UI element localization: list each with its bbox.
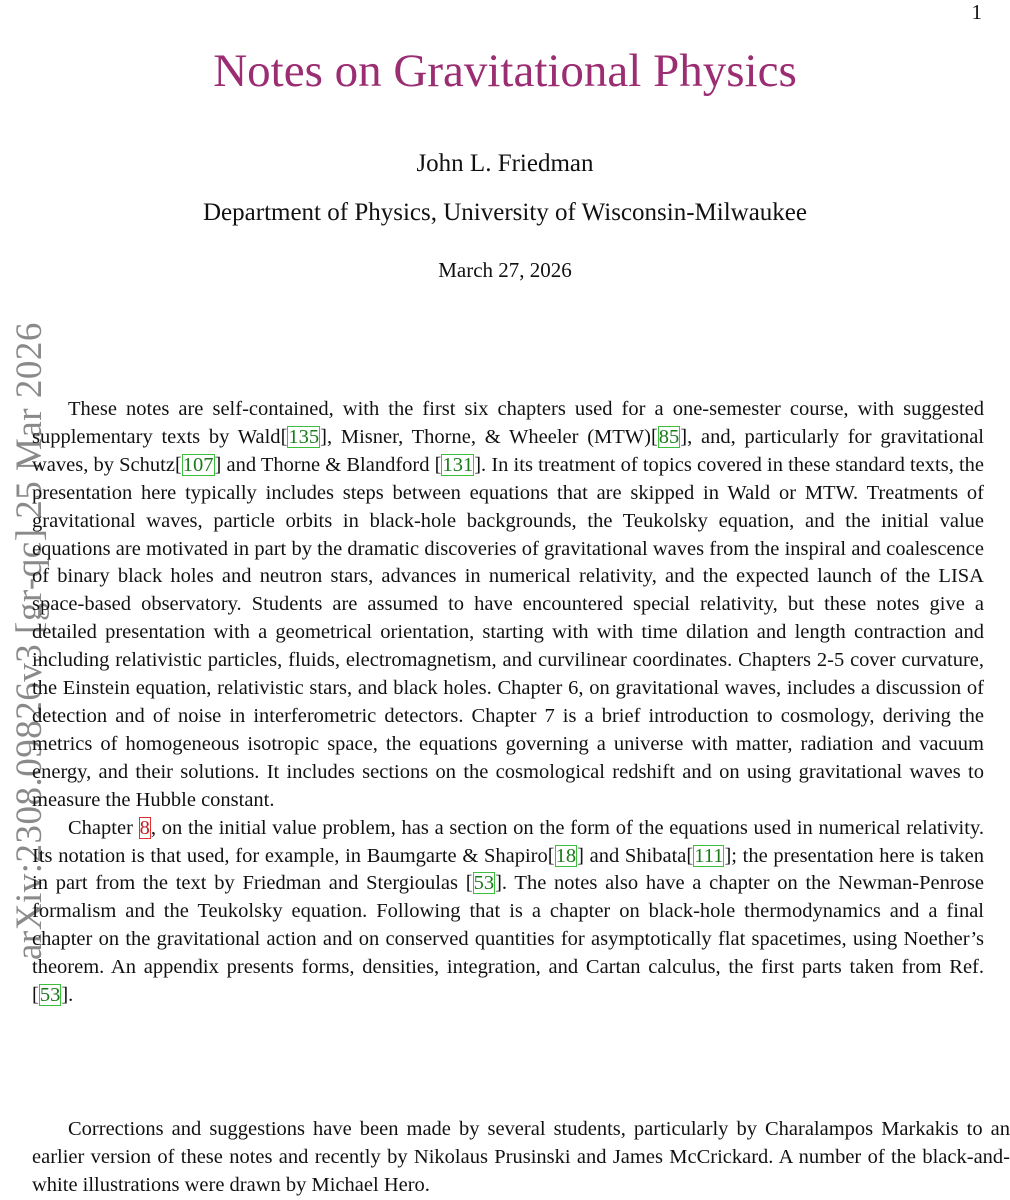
abstract-text: and Shibata: [583, 844, 687, 867]
abstract-text: Chapter: [68, 816, 139, 839]
citation-link[interactable]: 135: [288, 425, 320, 448]
abstract-paragraph-2: Chapter 8, on the initial value problem, has a section on the form of the equations used in numerical relativity. Its notation is that used, for example, in Baumgarte & Shapiro[18] and Shibata[111]; the presentation here is taken in part from the text by Friedman and Stergioulas [53]. The notes also have a chapter on the Newman-Penrose formalism and the Teukolsky equation. Following that is a chapter on black-hole thermodynamics and a final chapter on the gravitational action and on conserved quantities for asymptotically flat spacetimes, using Noether’s theorem. An appendix presents forms, densities, integration, and Cartan calculus, the first parts taken from Ref. [53].: [32, 816, 984, 1007]
author-name: John L. Friedman: [416, 150, 594, 177]
citation-link[interactable]: 107: [182, 453, 214, 476]
abstract-text: These notes are self-contained, with the first six chapters used for a one-semester course, with suggested supplementary texts by Wald: [32, 398, 984, 448]
acknowledgments: [32, 1116, 1010, 1200]
paper-title: Notes on Gravitational Physics: [213, 45, 797, 97]
citation-link[interactable]: 53: [39, 984, 61, 1007]
abstract-text: , on the initial value problem, has a section on the form of the equations used in numerical relativity. Its notation is that used, for example, in Baumgarte & Shapiro: [32, 816, 984, 867]
abstract-text: .: [68, 984, 74, 1007]
abstract-text: and Thorne & Blandford: [221, 453, 435, 476]
abstract-text: , and, particularly for gravitational waves, by Schutz: [32, 425, 984, 476]
author-affiliation: Department of Physics, University of Wisconsin-Milwaukee: [203, 199, 807, 226]
publication-date: March 27, 2026: [438, 258, 572, 282]
abstract: [32, 396, 984, 1010]
citation-link[interactable]: 85: [658, 425, 680, 448]
citation-link[interactable]: 18: [555, 844, 577, 867]
arxiv-identifier-stamp[interactable]: arXiv:2308.09826v3 [gr-qc] 25 Mar 2026: [9, 322, 50, 960]
citation-link[interactable]: 53: [473, 872, 495, 895]
abstract-text: , Misner, Thorne, & Wheeler (MTW): [326, 425, 651, 448]
abstract-text: ; the presentation here is taken in part from the text by Friedman and Stergioulas: [32, 844, 984, 895]
citation-link[interactable]: 131: [442, 453, 474, 476]
abstract-text: . In its treatment of topics covered in these standard texts, the presentation here typically includes steps between equations that are skipped in Wald or MTW. Treatments of gravitational waves, particle orbits in black-hole backgrounds, the Teukolsky equation, and the initial value equations are motivated in part by the dramatic discoveries of gravitational waves from the inspiral and coalescence of binary black holes and neutron stars, advances in numerical relativity, and the expected launch of the LISA space-based observatory. Students are assumed to have encountered special relativity, but these notes give a detailed presentation with a geometrical orientation, starting with with time dilation and length contraction and including relativistic particles, fluids, electromagnetism, and curvilinear coordinates. Chapters 2-5 cover curvature, the Einstein equation, relativistic stars, and black holes. Chapter 6, on gravitational waves, includes a discussion of detection and of noise in interferometric detectors. Chapter 7 is a brief introduction to cosmology, deriving the metrics of homogeneous isotropic space, the equations governing a universe with matter, radiation and vacuum energy, and their solutions. It includes sections on the cosmological redshift and on using gravitational waves to measure the Hubble constant.: [32, 453, 985, 811]
page-number: 1: [971, 0, 982, 24]
citation-link[interactable]: 111: [694, 844, 724, 867]
chapter-reference-link[interactable]: 8: [139, 816, 150, 839]
abstract-paragraph-1: These notes are self-contained, with the first six chapters used for a one-semester course, with suggested supplementary texts by Wald[135], Misner, Thorne, & Wheeler (MTW)[85], and, particularly for gravitational waves, by Schutz[107] and Thorne & Blandford [131]. In its treatment of topics covered in these standard texts, the presentation here typically includes steps between equations that are skipped in Wald or MTW. Treatments of gravitational waves, particle orbits in black-hole backgrounds, the Teukolsky equation, and the initial value equations are motivated in part by the dramatic discoveries of gravitational waves from the inspiral and coalescence of binary black holes and neutron stars, advances in numerical relativity, and the expected launch of the LISA space-based observatory. Students are assumed to have encountered special relativity, but these notes give a detailed presentation with a geometrical orientation, starting with with time dilation and length contraction and including relativistic particles, fluids, electromagnetism, and curvilinear coordinates. Chapters 2-5 cover curvature, the Einstein equation, relativistic stars, and black holes. Chapter 6, on gravitational waves, includes a discussion of detection and of noise in interferometric detectors. Chapter 7 is a brief introduction to cosmology, deriving the metrics of homogeneous isotropic space, the equations governing a universe with matter, radiation and vacuum energy, and their solutions. It includes sections on the cosmological redshift and on using gravitational waves to measure the Hubble constant.: [32, 398, 985, 811]
acknowledgments-paragraph: Corrections and suggestions have been made by several students, particularly by Charalampos Markakis to an earlier version of these notes and recently by Nikolaus Prusinski and James McCrickard. A number of the black-and-white illustrations were drawn by Michael Hero.: [32, 1118, 1010, 1196]
abstract-text: . The notes also have a chapter on the Newman-Penrose formalism and the Teukolsky equation. Following that is a chapter on black-hole thermodynamics and a final chapter on the gravitational action and on conserved quantities for asymptotically flat spacetimes, using Noether’s theorem. An appendix presents forms, densities, integration, and Cartan calculus, the first parts taken from Ref.: [32, 872, 984, 979]
